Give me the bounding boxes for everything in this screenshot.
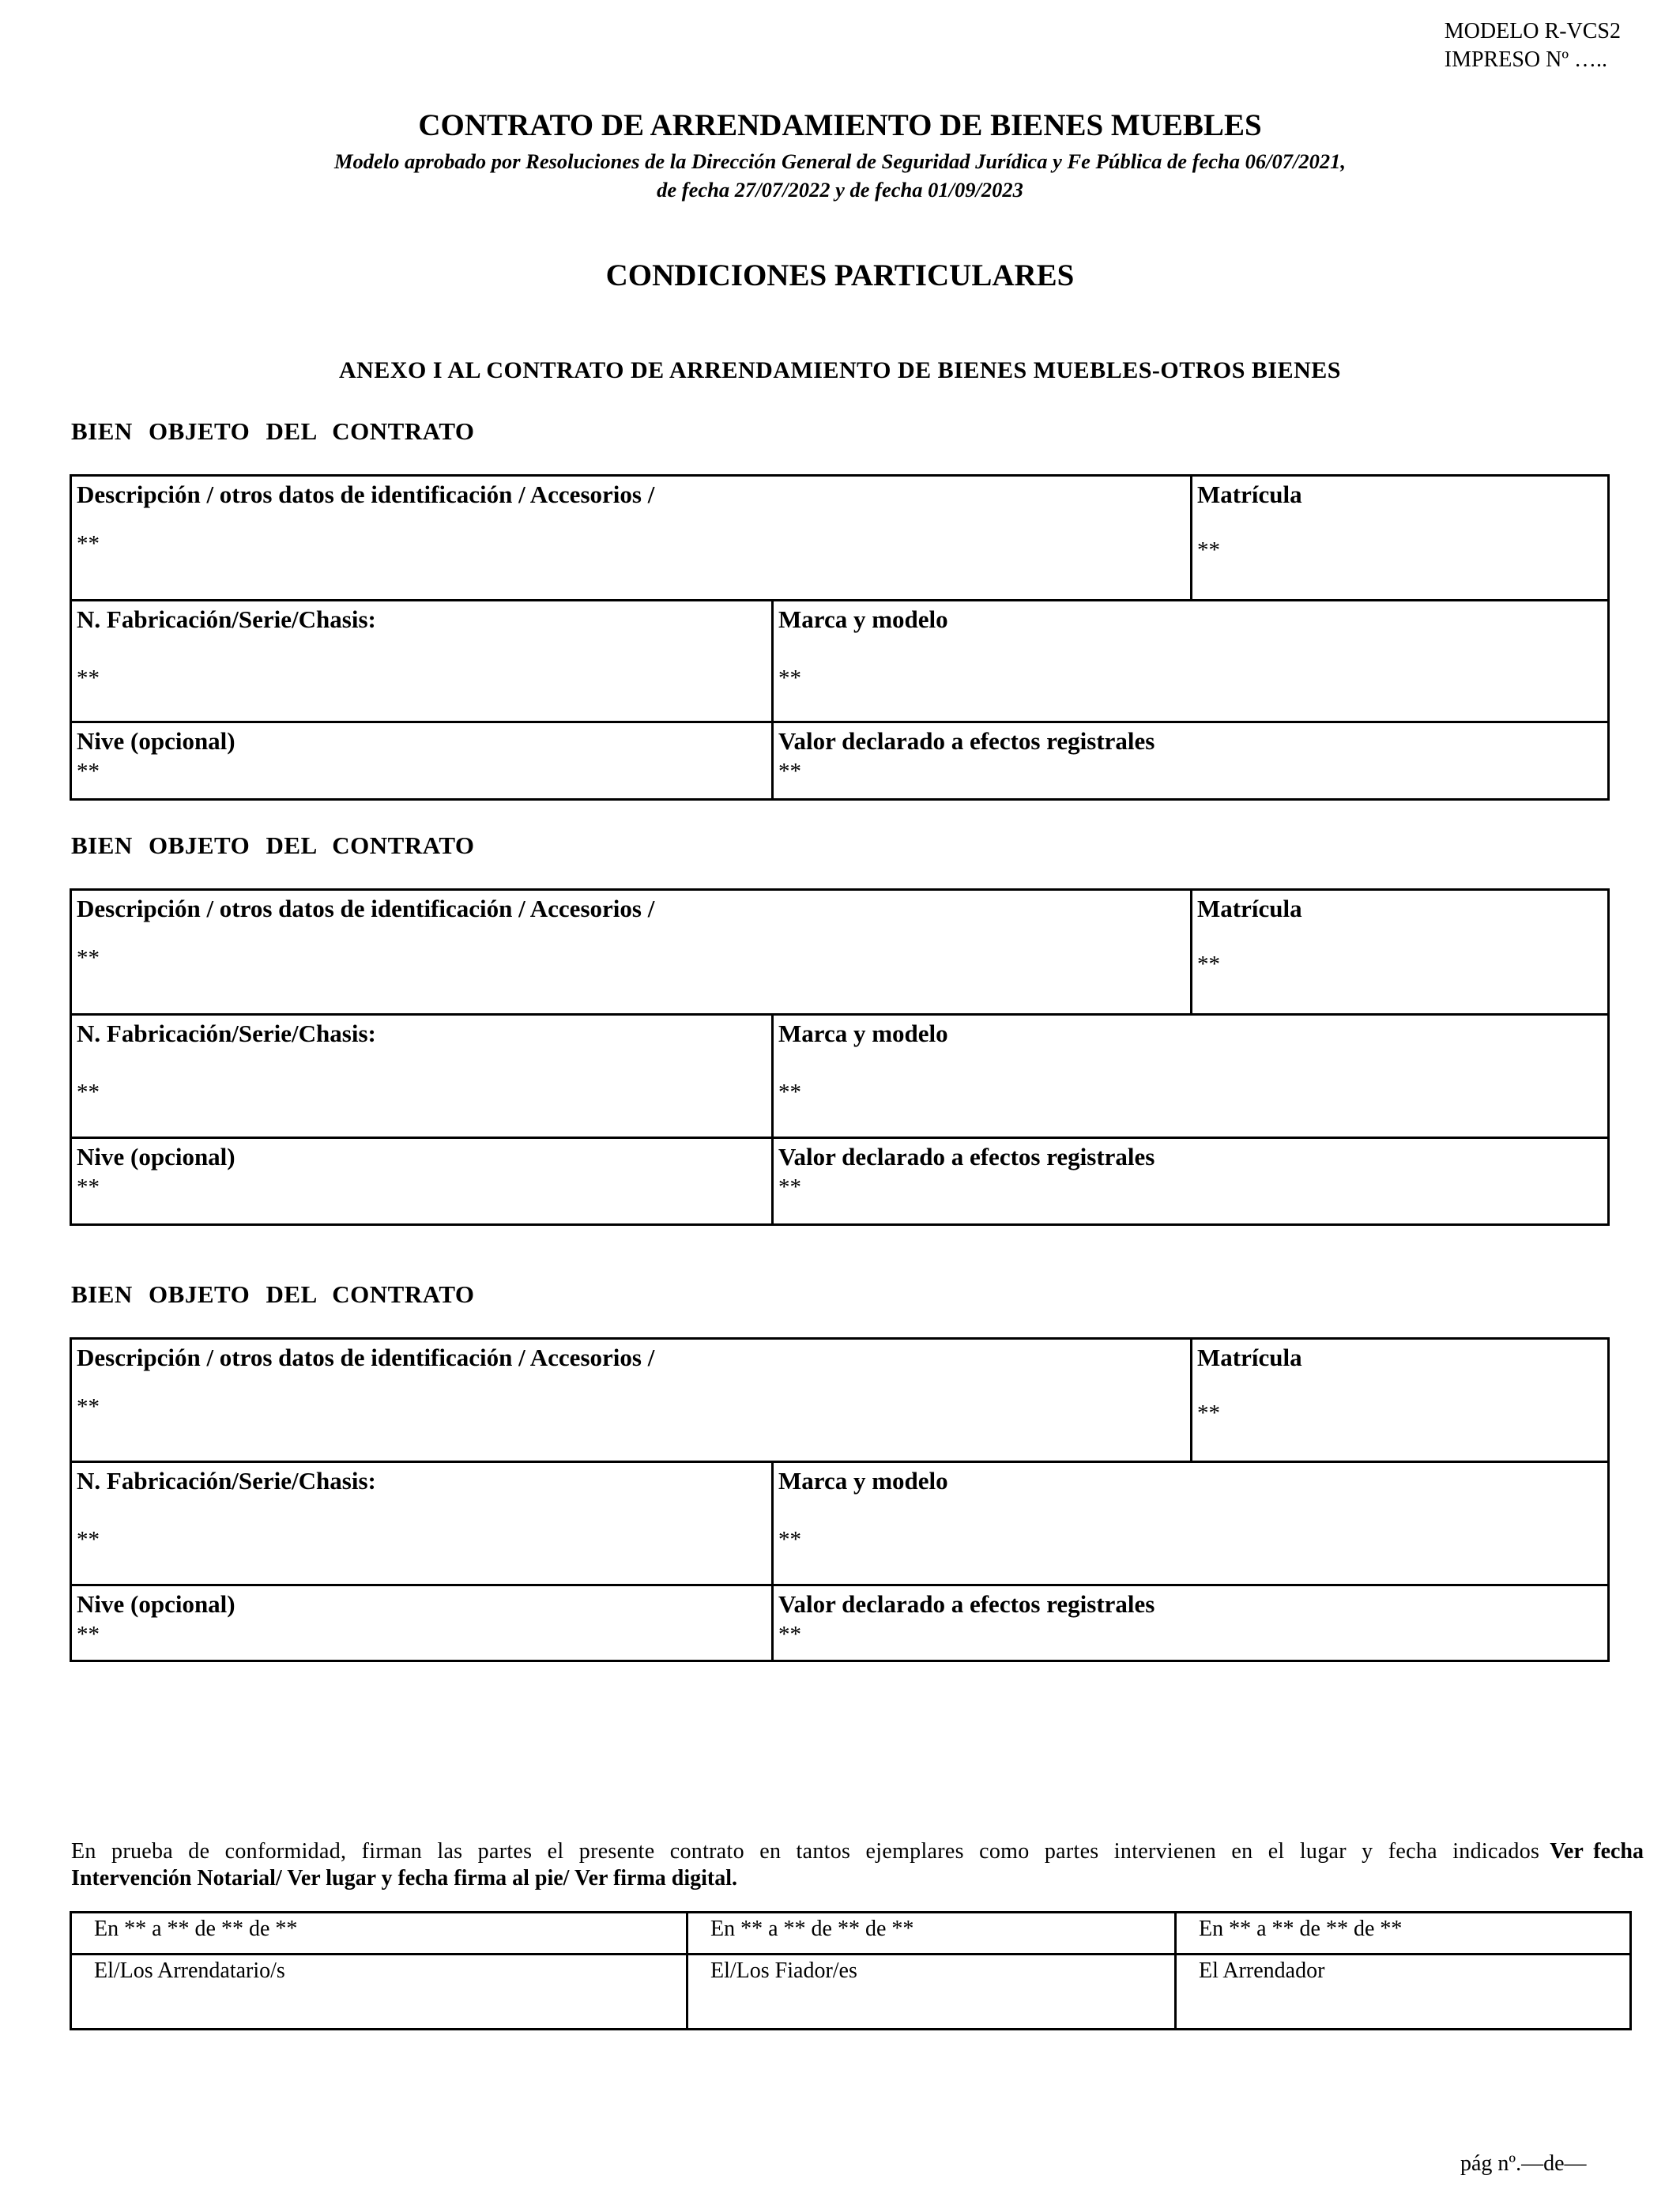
description-label: Descripción / otros datos de identificación / Accesorios / (77, 895, 655, 922)
subtitle-line-1: Modelo aprobado por Resoluciones de la Dirección General de Seguridad Jurídica y Fe Pública de fecha 06/07/2021, (333, 149, 1347, 173)
plate-value: ** (1197, 537, 1220, 563)
brand-value: ** (778, 1527, 801, 1552)
asset-table (70, 888, 1610, 1226)
description-cell[interactable] (71, 476, 1192, 601)
plate-label: Matrícula (1197, 481, 1302, 508)
print-number-line: IMPRESO Nº ….. (1444, 47, 1608, 72)
serial-value: ** (77, 665, 100, 691)
model-code-line: MODELO R-VCS2 (1444, 19, 1621, 43)
document-title: CONTRATO DE ARRENDAMIENTO DE BIENES MUEBLES (418, 108, 1262, 142)
plate-value: ** (1197, 952, 1220, 977)
guarantor-place-date[interactable]: En ** a ** de ** de ** (687, 1913, 1176, 1955)
subtitle-line-2: de fecha 27/07/2022 y de fecha 01/09/2023 (657, 178, 1023, 202)
asset-table (70, 474, 1610, 801)
declared-value: ** (778, 1174, 801, 1200)
plate-cell[interactable] (1192, 476, 1609, 601)
model-code (1445, 17, 1621, 74)
brand-value: ** (778, 1080, 801, 1105)
description-value: ** (77, 1394, 100, 1419)
asset-section-title: BIEN OBJETO DEL CONTRATO (71, 417, 475, 445)
declared-value-label: Valor declarado a efectos registrales (778, 1590, 1155, 1618)
tenant-place-date[interactable]: En ** a ** de ** de ** (71, 1913, 687, 1955)
vin-value: ** (77, 1622, 100, 1647)
declared-value-label: Valor declarado a efectos registrales (778, 727, 1155, 755)
vin-cell[interactable] (71, 1585, 773, 1661)
description-cell[interactable] (71, 1339, 1192, 1462)
signature-table (70, 1911, 1632, 2030)
declared-value-cell[interactable] (773, 1138, 1609, 1225)
asset-table (70, 1337, 1610, 1662)
page-number: pág nº.—de— (1460, 2151, 1587, 2176)
brand-label: Marca y modelo (778, 1020, 948, 1047)
asset-section-title: BIEN OBJETO DEL CONTRATO (71, 831, 475, 859)
plate-label: Matrícula (1197, 895, 1302, 922)
serial-label: N. Fabricación/Serie/Chasis: (77, 605, 376, 633)
description-cell[interactable] (71, 890, 1192, 1015)
serial-value: ** (77, 1080, 100, 1105)
plate-cell[interactable] (1192, 890, 1609, 1015)
vin-value: ** (77, 1174, 100, 1200)
declared-value: ** (778, 759, 801, 784)
brand-cell[interactable] (773, 601, 1609, 722)
vin-label: Nive (opcional) (77, 1590, 235, 1618)
plate-value: ** (1197, 1400, 1220, 1426)
declared-value-label: Valor declarado a efectos registrales (778, 1143, 1155, 1171)
tenant-signature[interactable]: El/Los Arrendatario/s (71, 1955, 687, 2030)
brand-cell[interactable] (773, 1015, 1609, 1138)
conditions-heading: CONDICIONES PARTICULARES (605, 258, 1075, 292)
serial-cell[interactable] (71, 601, 773, 722)
declared-value: ** (778, 1622, 801, 1647)
plate-label: Matrícula (1197, 1344, 1302, 1371)
description-value: ** (77, 531, 100, 556)
serial-cell[interactable] (71, 1015, 773, 1138)
serial-label: N. Fabricación/Serie/Chasis: (77, 1467, 376, 1495)
serial-cell[interactable] (71, 1462, 773, 1585)
vin-cell[interactable] (71, 722, 773, 800)
closing-bold-text: Ver fecha Intervención Notarial/ Ver lugar y fecha firma al pie/ Ver firma digital. (71, 1839, 1644, 1891)
brand-label: Marca y modelo (778, 1467, 948, 1495)
closing-text: En prueba de conformidad, firman las partes el presente contrato en tantos ejemplares como partes intervienen en el lugar y fecha indicados (71, 1839, 1540, 1864)
description-label: Descripción / otros datos de identificación / Accesorios / (77, 1344, 655, 1371)
closing-statement (71, 1838, 1644, 1892)
brand-value: ** (778, 665, 801, 691)
lessor-place-date[interactable]: En ** a ** de ** de ** (1176, 1913, 1631, 1955)
document-subtitle (0, 147, 1680, 204)
lessor-signature[interactable]: El Arrendador (1176, 1955, 1631, 2030)
description-value: ** (77, 945, 100, 971)
serial-value: ** (77, 1527, 100, 1552)
vin-value: ** (77, 759, 100, 784)
vin-label: Nive (opcional) (77, 1143, 235, 1171)
description-label: Descripción / otros datos de identificación / Accesorios / (77, 481, 655, 508)
annex-heading: ANEXO I AL CONTRATO DE ARRENDAMIENTO DE BIENES MUEBLES-OTROS BIENES (339, 357, 1341, 383)
asset-section-title: BIEN OBJETO DEL CONTRATO (71, 1280, 475, 1308)
plate-cell[interactable] (1192, 1339, 1609, 1462)
brand-cell[interactable] (773, 1462, 1609, 1585)
declared-value-cell[interactable] (773, 722, 1609, 800)
serial-label: N. Fabricación/Serie/Chasis: (77, 1020, 376, 1047)
brand-label: Marca y modelo (778, 605, 948, 633)
vin-label: Nive (opcional) (77, 727, 235, 755)
declared-value-cell[interactable] (773, 1585, 1609, 1661)
vin-cell[interactable] (71, 1138, 773, 1225)
guarantor-signature[interactable]: El/Los Fiador/es (687, 1955, 1176, 2030)
